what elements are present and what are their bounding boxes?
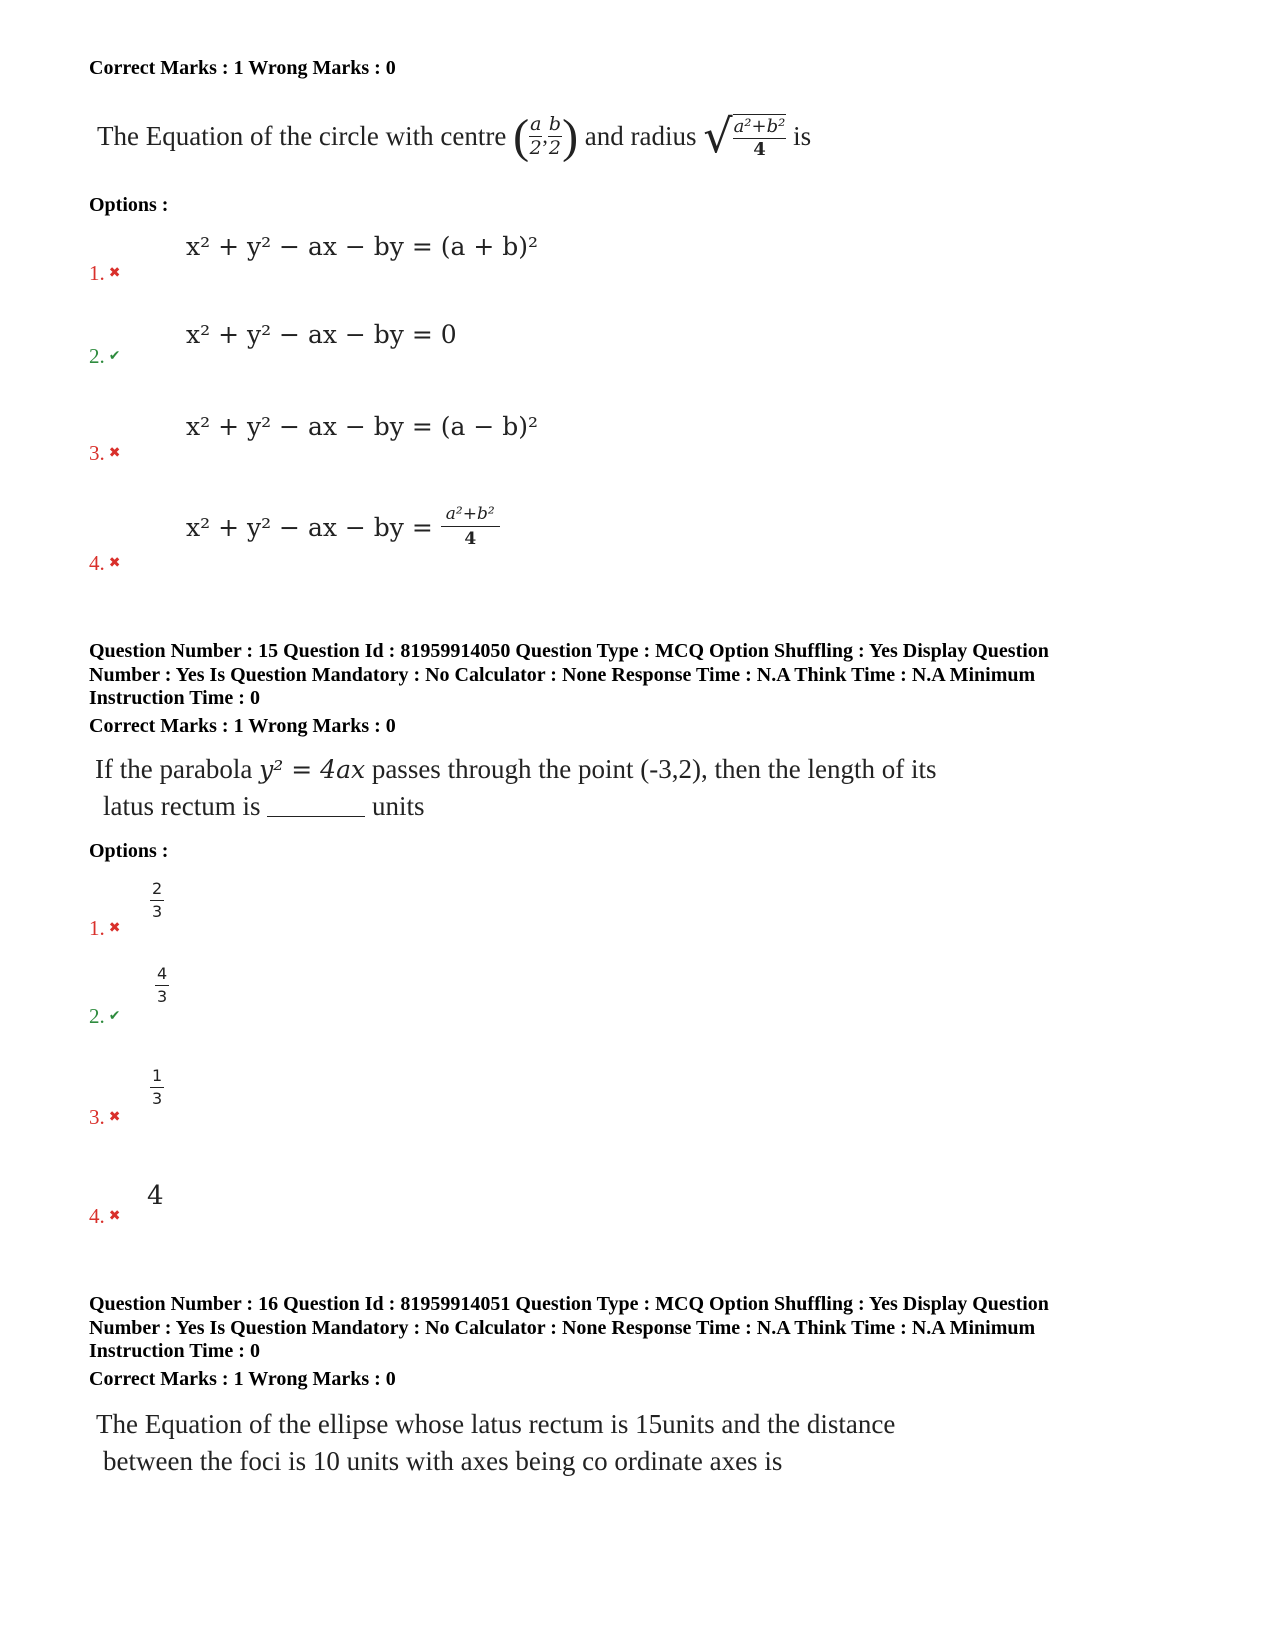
q14-option-2-number: 2. ✔ bbox=[89, 344, 121, 368]
wrong-icon: ✖ bbox=[108, 1109, 121, 1125]
q15-options-label: Options : bbox=[89, 840, 169, 862]
q15-option-2-value: $\frac{4}{3}$ bbox=[157, 964, 168, 1006]
q14-option-2-equation: x² + y² − ax − by = 0 bbox=[186, 320, 457, 349]
q15-option-3-number: 3. ✖ bbox=[89, 1105, 121, 1129]
q14-question-text: The Equation of the circle with centre ( $\frac{a}{2}$ , $\frac{b}{2}$ ) and radius √ $\frac{\text{a²+b²}}{4}$ is bbox=[97, 109, 812, 163]
q16-question-line-2: between the foci is 10 units with axes being co ordinate axes is bbox=[103, 1446, 783, 1476]
q14-option-4-equation: x² + y² − ax − by = $\frac{\text{a²+b²}}{4}$ bbox=[186, 506, 500, 548]
q15-option-2-number: 2. ✔ bbox=[89, 1004, 121, 1028]
q15-option-3-value: $\frac{1}{3}$ bbox=[152, 1066, 163, 1108]
q16-marks: Correct Marks : 1 Wrong Marks : 0 bbox=[89, 1368, 396, 1390]
answer-blank bbox=[267, 816, 365, 817]
q14-option-1-equation: x² + y² − ax − by = (a + b)² bbox=[186, 232, 539, 261]
q14-option-3-equation: x² + y² − ax − by = (a − b)² bbox=[186, 412, 539, 441]
q14-marks: Correct Marks : 1 Wrong Marks : 0 bbox=[89, 57, 396, 79]
correct-icon: ✔ bbox=[108, 348, 121, 364]
wrong-icon: ✖ bbox=[108, 1208, 121, 1224]
q14-option-1-number: 1. ✖ bbox=[89, 261, 121, 285]
wrong-icon: ✖ bbox=[108, 265, 121, 281]
correct-icon: ✔ bbox=[108, 1008, 121, 1024]
q15-meta: Question Number : 15 Question Id : 81959914050 Question Type : MCQ Option Shuffling : Yes Display Question Number : Yes Is Question Mandatory : No Calculator : None Response Time : N.A Think Time : N.A Minimum Instruction Time : 0 bbox=[89, 640, 1049, 709]
q15-marks: Correct Marks : 1 Wrong Marks : 0 bbox=[89, 715, 396, 737]
q15-option-4-value: 4 bbox=[147, 1181, 164, 1211]
q14-option-3-number: 3. ✖ bbox=[89, 441, 121, 465]
q15-option-1-number: 1. ✖ bbox=[89, 916, 121, 940]
q16-question-line-1: The Equation of the ellipse whose latus rectum is 15units and the distance bbox=[96, 1409, 896, 1439]
q15-question-line-2: latus rectum is units bbox=[103, 791, 425, 821]
wrong-icon: ✖ bbox=[108, 555, 121, 571]
q14-option-4-number: 4. ✖ bbox=[89, 551, 121, 575]
q16-meta: Question Number : 16 Question Id : 81959914051 Question Type : MCQ Option Shuffling : Yes Display Question Number : Yes Is Question Mandatory : No Calculator : None Response Time : N.A Think Time : N.A Minimum Instruction Time : 0 bbox=[89, 1293, 1049, 1362]
q15-option-1-value: $\frac{2}{3}$ bbox=[152, 879, 163, 921]
wrong-icon: ✖ bbox=[108, 920, 121, 936]
q15-option-4-number: 4. ✖ bbox=[89, 1204, 121, 1228]
wrong-icon: ✖ bbox=[108, 445, 121, 461]
q15-question-line-1: If the parabola y² = 4ax passes through the point (-3,2), then the length of its bbox=[95, 754, 937, 784]
q14-options-label: Options : bbox=[89, 194, 169, 216]
